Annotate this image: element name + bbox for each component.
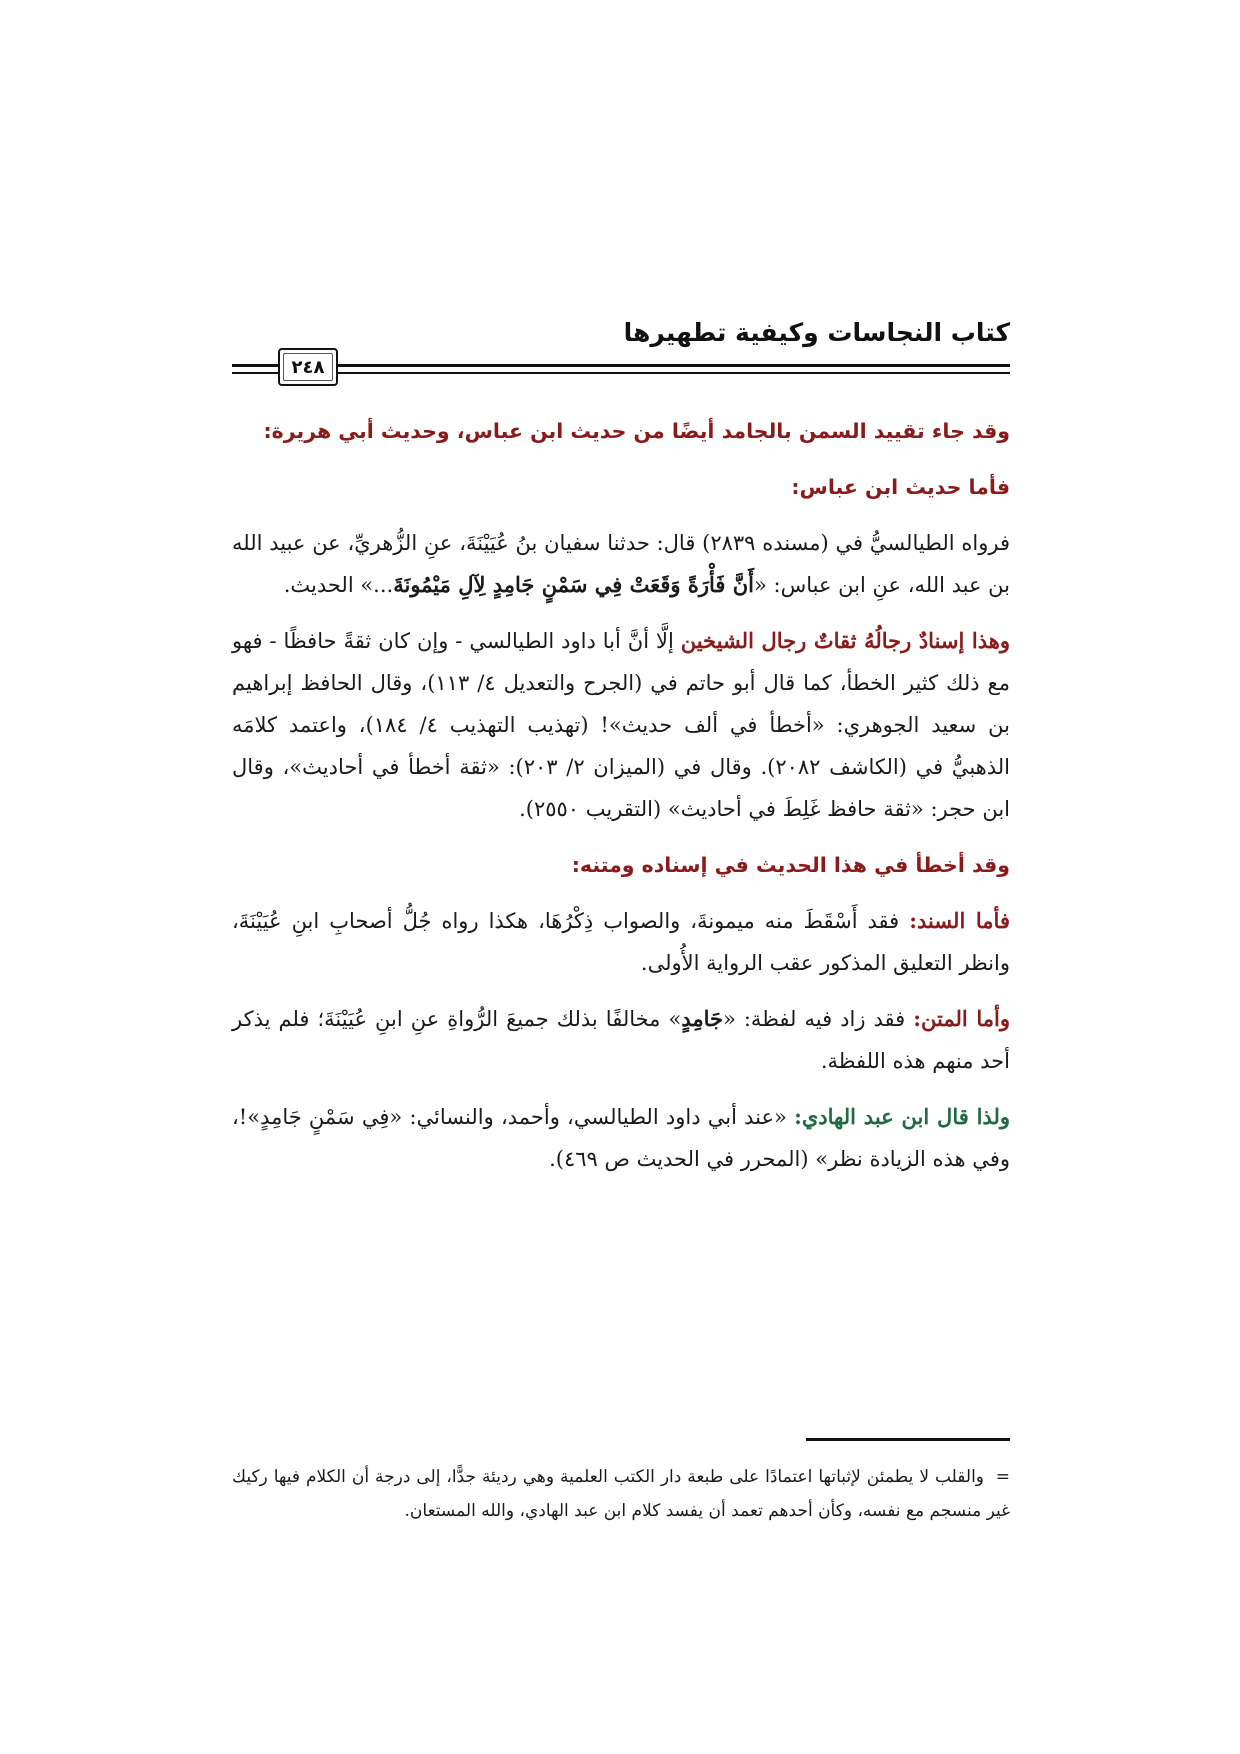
footnote — [232, 1460, 1010, 1528]
sanad-label: فأما السند: — [909, 908, 1010, 933]
paragraph-isnad-text: إلَّا أنَّ أبا داود الطيالسي - وإن كان ثقةً حافظًا - فهو مع ذلك كثير الخطأ، كما قال أبو حاتم في (الجرح والتعديل ٤/ ١١٣)، وقال الحافظ إبراهيم بن سعيد الجوهري: «أخطأ في ألف حديث»! (تهذيب التهذيب ٤/ ١٨٤)، واعتمد كلامَه الذهبيُّ في (الكاشف ٢٠٨٢). وقال في (الميزان ٢/ ٢٠٣): «ثقة أخطأ في أحاديث»، وقال ابن حجر: «ثقة حافظ غَلِطَ في أحاديث» (التقريب ٢٥٥٠). — [232, 629, 1010, 821]
paragraph-isnad — [232, 620, 1010, 830]
error-heading-text: وقد أخطأ في هذا الحديث في إسناده ومتنه: — [571, 853, 1010, 877]
isnad-highlight: وهذا إسنادٌ رجالُهُ ثقاتٌ رجال الشيخين — [680, 628, 1010, 653]
matn-label: وأما المتن: — [913, 1006, 1010, 1031]
ibn-abbas-heading-text: فأما حديث ابن عباس: — [791, 475, 1010, 499]
paragraph-matn-text: فقد زاد فيه لفظة: « — [722, 1007, 914, 1031]
ibn-abd-alhadi-label: ولذا قال ابن عبد الهادي: — [794, 1104, 1010, 1129]
intro-heading-text: وقد جاء تقييد السمن بالجامد أيضًا من حديث ابن عباس، وحديث أبي هريرة: — [263, 419, 1010, 443]
header-rule-thin — [232, 372, 1010, 374]
footnote-separator — [806, 1438, 1010, 1441]
paragraph-matn-end: » مخالفًا بذلك جميعَ الرُّواةِ عنِ ابنِ عُيَيْنَةَ؛ فلم يذكر أحد منهم هذه اللفظة. — [232, 1007, 1010, 1073]
footnote-text: والقلب لا يطمئن لإثباتها اعتمادًا على طبعة دار الكتب العلمية وهي رديئة جدًّا، إلى درجة أن الكلام فيها ركيك غير منسجم مع نفسه، وكأن أحدهم تعمد أن يفسد كلام ابن عبد الهادي، والله المستعان. — [232, 1467, 1010, 1521]
matn-word: جَامِدٍ — [681, 1006, 723, 1031]
intro-heading — [232, 410, 1010, 452]
main-text — [232, 410, 1010, 1194]
running-title: كتاب النجاسات وكيفية تطهيرها — [623, 318, 1010, 347]
error-heading — [232, 844, 1010, 886]
page-number: ٢٤٨ — [291, 356, 325, 378]
ibn-abbas-heading — [232, 466, 1010, 508]
header-rule-thick — [232, 364, 1010, 367]
paragraph-ibn-abd-alhadi — [232, 1096, 1010, 1180]
paragraph-matn — [232, 998, 1010, 1082]
paragraph-ibn-abd-alhadi-text: «عند أبي داود الطيالسي، وأحمد، والنسائي: «فِي سَمْنٍ جَامِدٍ»!، وفي هذه الزيادة نظر» (المحرر في الحديث ص ٤٦٩). — [232, 1105, 1010, 1171]
footnote-continuation-marker: = — [995, 1467, 1010, 1487]
paragraph-sanad-text: فقد أَسْقَطَ منه ميمونةَ، والصواب ذِكْرُهَا، هكذا رواه جُلُّ أصحابِ ابنِ عُيَيْنَةَ، وانظر التعليق المذكور عقب الرواية الأُولى. — [232, 909, 1010, 975]
paragraph-tayalisi-text: فرواه الطيالسيُّ في (مسنده ٢٨٣٩) قال: حدثنا سفيان بنُ عُيَيْنَةَ، عنِ الزُّهريِّ، عن عبيد الله بن عبد الله، عنِ ابن عباس: « — [232, 531, 1011, 597]
paragraph-sanad — [232, 900, 1010, 984]
hadith-quote: أَنَّ فَأْرَةً وَقَعَتْ فِي سَمْنٍ جَامِدٍ لِآلِ مَيْمُونَةَ — [393, 572, 754, 597]
paragraph-tayalisi-end: ...» الحديث. — [283, 573, 394, 597]
paragraph-tayalisi — [232, 522, 1010, 606]
page-number-frame — [278, 348, 338, 386]
page-header — [232, 318, 1010, 390]
